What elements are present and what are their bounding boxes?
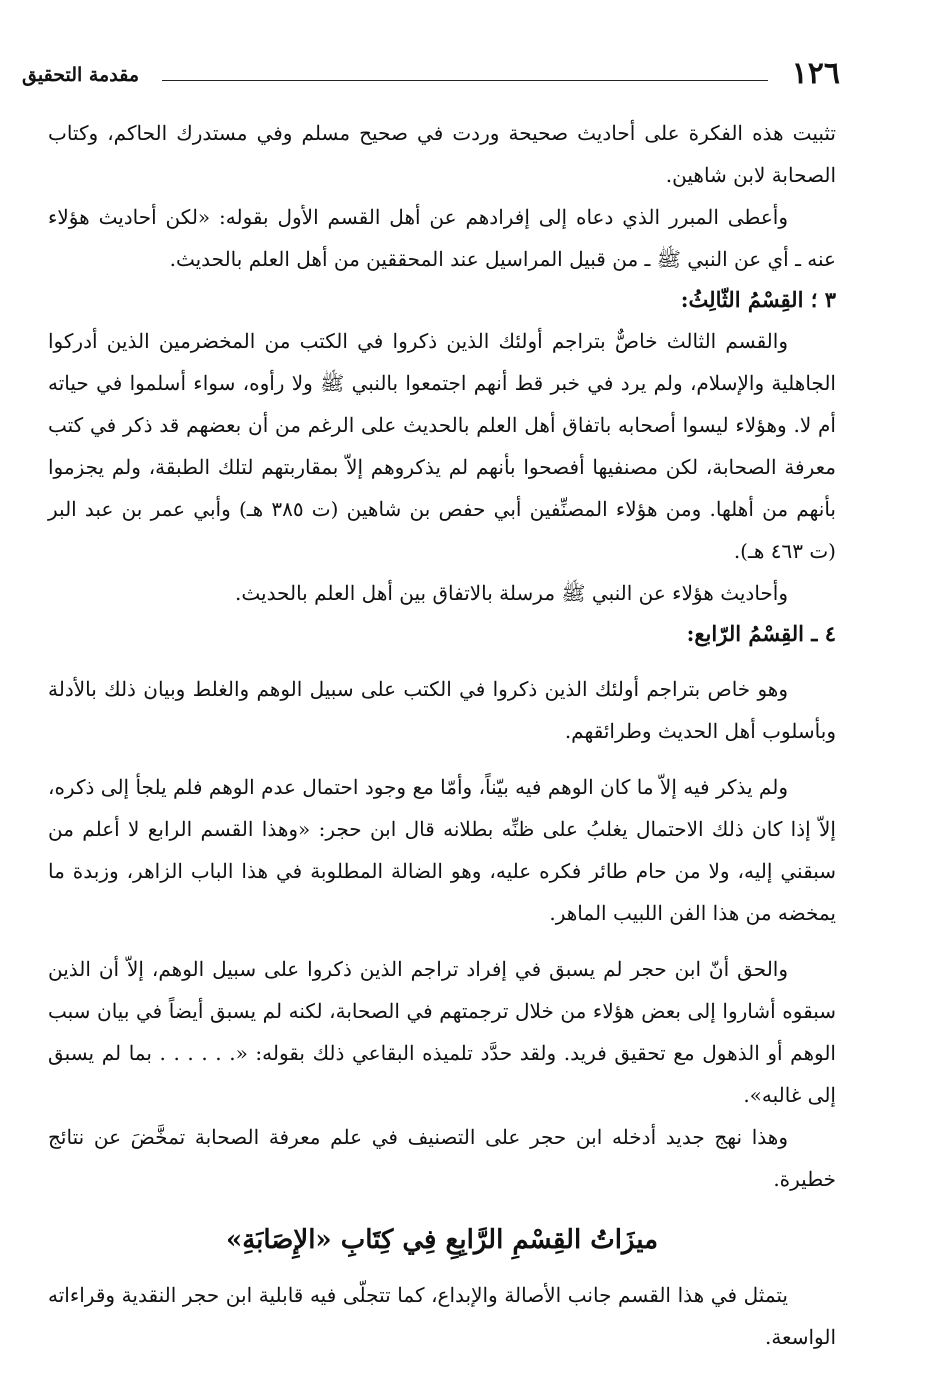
- paragraph-3: والقسم الثالث خاصٌّ بتراجم أولئك الذين ذكروا في الكتب من المخضرمين الذين أدركوا الجاهلية والإسلام، ولم يرد في خبر قط أنهم اجتمعوا بالنبي ﷺ ولا رأوه، سواء أسلموا في حياته أم لا. وهؤلاء ليسوا أصحابه باتفاق أهل العلم بالحديث على الرغم من أن بعضهم قد ذكر في كتب معرفة الصحابة، لكن مصنفيها أفصحوا بأنهم لم يذكروهم إلاّ بمقاربتهم لتلك الطبقة، ولم يجزموا بأنهم من أهلها. ومن هؤلاء المصنِّفين أبي حفص بن شاهين (ت ٣٨٥ هـ) وأبي عمر بن عبد البر (ت ٤٦٣ هـ).: [48, 329, 836, 563]
- paragraph-8: وهذا نهج جديد أدخله ابن حجر على التصنيف في علم معرفة الصحابة تمخَّضَ عن نتائج خطيرة.: [48, 1125, 836, 1191]
- paragraph-7: والحق أنّ ابن حجر لم يسبق في إفراد تراجم الذين ذكروا على سبيل الوهم، إلاّ أن الذين سبقوه أشاروا إلى بعض هؤلاء من خلال ترجمتهم في الصحابة، لكنه لم يسبق أيضاً في بيان سبب الوهم أو الذهول مع تحقيق فريد. ولقد حدَّد تلميذه البقاعي ذلك بقوله: «. . . . . . بما لم يسبق إلى غالبه».: [48, 957, 836, 1107]
- paragraph-4: وأحاديث هؤلاء عن النبي ﷺ مرسلة بالاتفاق بين أهل العلم بالحديث.: [235, 581, 788, 605]
- section-heading-3: ٣ ؛ القِسْمُ الثّالِثُ:: [680, 287, 836, 312]
- paragraph-5: وهو خاص بتراجم أولئك الذين ذكروا في الكتب على سبيل الوهم والغلط وبيان ذلك بالأدلة وبأسلوب أهل الحديث وطرائقهم.: [48, 677, 836, 743]
- page-number: ١٢٦: [791, 56, 840, 91]
- paragraph-1: تثبيت هذه الفكرة على أحاديث صحيحة وردت في صحيح مسلم وفي مستدرك الحاكم، وكتاب الصحابة لابن شاهين.: [48, 121, 836, 187]
- paragraph-2: وأعطى المبرر الذي دعاه إلى إفرادهم عن أهل القسم الأول بقوله: «لكن أحاديث هؤلاء عنه ـ أي عن النبي ﷺ ـ من قبيل المراسيل عند المحققين من أهل العلم بالحديث.: [48, 205, 836, 271]
- paragraph-9: يتمثل في هذا القسم جانب الأصالة والإبداع، كما تتجلّى فيه قابلية ابن حجر النقدية وقراءاته الواسعة.: [48, 1283, 836, 1349]
- paragraph-6: ولم يذكر فيه إلاّ ما كان الوهم فيه بيّناً، وأمّا مع وجود احتمال عدم الوهم فلم يلجأ إلى ذكره، إلاّ إذا كان ذلك الاحتمال يغلبُ على ظنِّه بطلانه قال ابن حجر: «وهذا القسم الرابع لا أعلم من سبقني إليه، ولا من حام طائر فكره عليه، وهو الضالة المطلوبة في هذا الباب الزاهر، وزبدة ما يمخضه من هذا الفن اللبيب الماهر.: [48, 775, 836, 925]
- section-heading-4: ٤ ـ القِسْمُ الرّابع:: [686, 621, 836, 646]
- header-rule: [162, 80, 768, 81]
- running-title: مقدمة التحقيق: [22, 64, 139, 86]
- section-title: ميزَاتُ القِسْمِ الرَّابِعِ فِي كِتَابِ «الإِصَابَةِ»: [225, 1225, 659, 1255]
- body-text: [48, 112, 836, 1358]
- page-header: [22, 56, 840, 100]
